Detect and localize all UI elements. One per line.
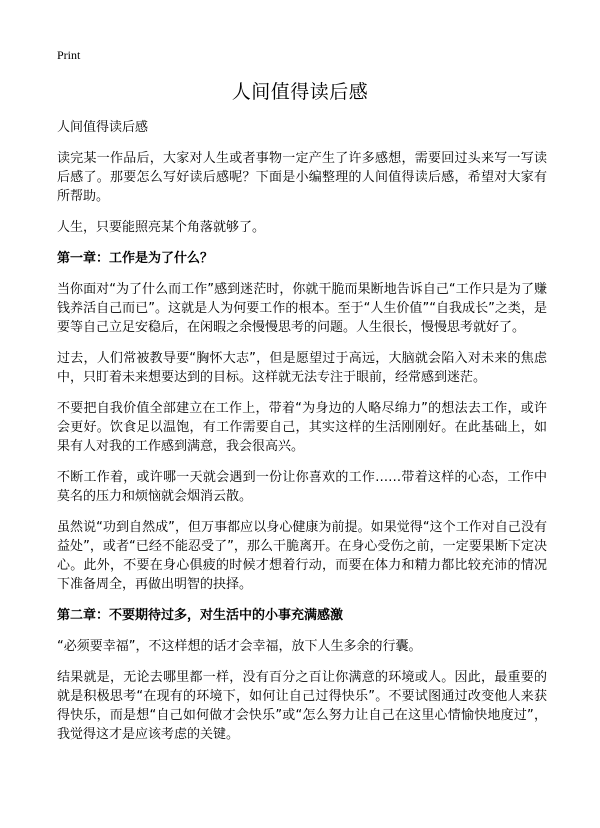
chapter-2-paragraph: “必须要幸福”，不这样想的话才会幸福，放下人生多余的行囊。	[57, 639, 422, 654]
chapter-1-heading: 第一章：工作是为了什么？	[57, 251, 214, 266]
article-body	[57, 118, 547, 756]
chapter-1-paragraph: 当你面对“为了什么而工作”感到迷茫时，你就干脆而果断地告诉自己“工作只是为了赚钱养活自己而已”。这就是人为何要工作的根本。至于“人生价值”“自我成长”之类，是要等自己立足安稳后，在闲暇之余慢慢思考的问题。人生很长，慢慢思考就好了。	[57, 282, 547, 335]
intro-paragraph: 读完某一作品后，大家对人生或者事物一定产生了许多感想，需要回过头来写一写读后感了。那要怎么写好读后感呢？下面是小编整理的人间值得读后感，希望对大家有所帮助。	[57, 151, 547, 204]
chapter-1-paragraph: 不断工作着，或许哪一天就会遇到一份让你喜欢的工作……带着这样的心态，工作中莫名的压力和烦恼就会烟消云散。	[57, 470, 547, 504]
page-title: 人间值得读后感	[231, 81, 369, 103]
chapter-1-paragraph: 虽然说“功到自然成”，但万事都应以身心健康为前提。如果觉得“这个工作对自己没有益处”，或者“已经不能忍受了”，那么干脆离开。在身心受伤之前，一定要果断下定决心。此外，不要在身心俱疲的时候才想着行动，而要在体力和精力都比较充沛的情况下准备周全，再做出明智的抉择。	[57, 520, 547, 592]
chapter-2-paragraph: 结果就是，无论去哪里都一样，没有百分之百让你满意的环境或人。因此，最重要的就是积极思考“在现有的环境下，如何让自己过得快乐”。不要试图通过改变他人来获得快乐，而是想“自己如何做才会快乐”或“怎么努力让自己在这里心情愉快地度过”，我觉得这才是应该考虑的关键。	[57, 670, 547, 742]
print-link[interactable]: Print	[57, 48, 81, 62]
lead-paragraph: 人生，只要能照亮某个角落就够了。	[57, 220, 266, 235]
article-subtitle: 人间值得读后感	[57, 120, 149, 135]
chapter-2-heading: 第二章：不要期待过多，对生活中的小事充满感激	[57, 608, 344, 623]
chapter-1-paragraph: 不要把自我价值全部建立在工作上，带着“为身边的人略尽绵力”的想法去工作，或许会更好。饮食足以温饱，有工作需要自己，其实这样的生活刚刚好。在此基础上，如果有人对我的工作感到满意，我会很高兴。	[57, 401, 547, 454]
chapter-1-paragraph: 过去，人们常被教导要“胸怀大志”，但是愿望过于高远，大脑就会陷入对未来的焦虑中，只盯着未来想要达到的目标。这样就无法专注于眼前，经常感到迷茫。	[57, 351, 547, 385]
